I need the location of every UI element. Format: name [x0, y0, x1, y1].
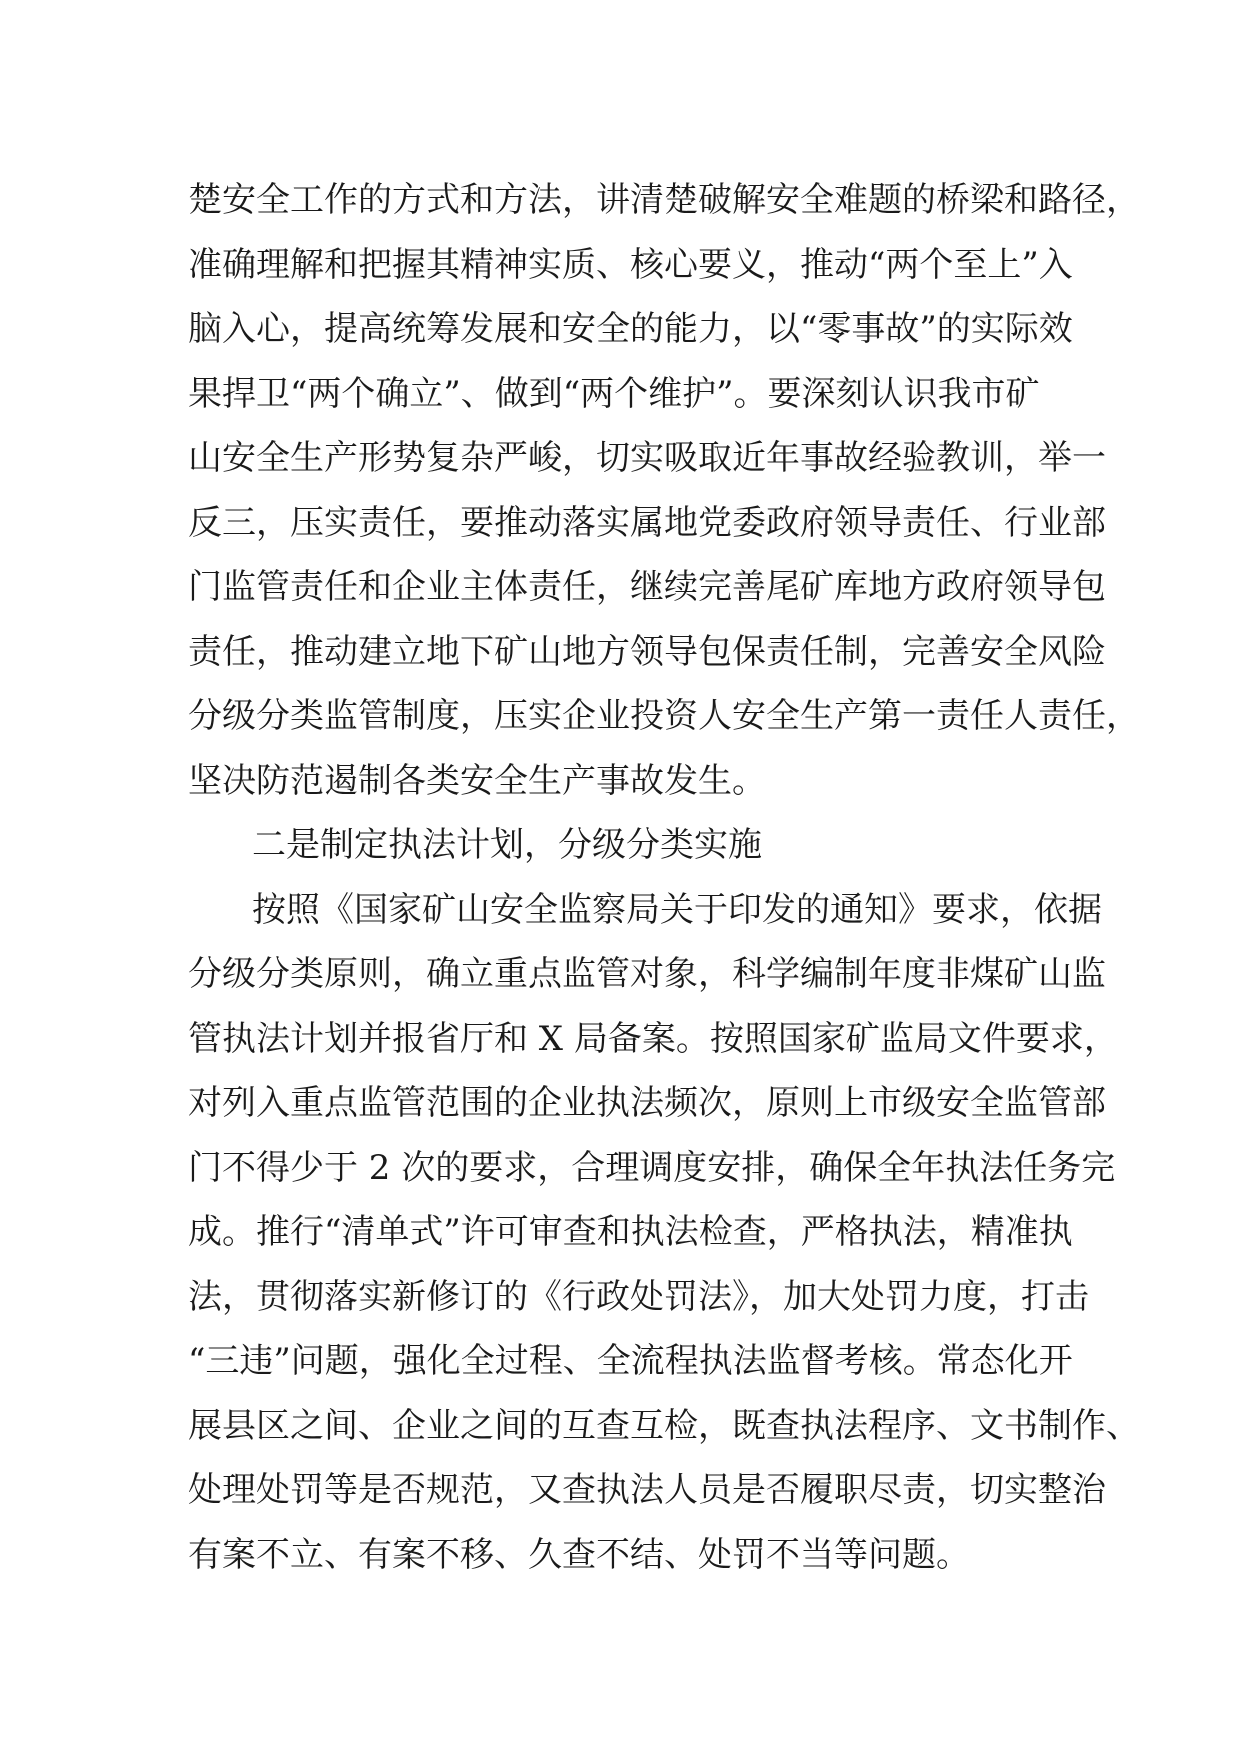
text-line: 山安全生产形势复杂严峻，切实吸取近年事故经验教训，举一 [188, 438, 1106, 478]
section-heading: 二是制定执法计划，分级分类实施 [252, 825, 762, 865]
text-line: 对列入重点监管范围的企业执法频次，原则上市级安全监管部 [188, 1083, 1106, 1123]
text-line: 准确理解和把握其精神实质、核心要义，推动“两个至上”入 [188, 244, 1073, 285]
text-line: 成。推行“清单式”许可审查和执法检查，严格执法，精准执 [188, 1212, 1073, 1252]
text-line: 坚决防范遏制各类安全生产事故发生。 [188, 760, 766, 801]
text-line: 分级分类监管制度，压实企业投资人安全生产第一责任人责任， [188, 696, 1140, 736]
text-line: 管执法计划并报省厅和 X 局备案。按照国家矿监局文件要求， [188, 1018, 1118, 1059]
text-line: 有案不立、有案不移、久查不结、处罚不当等问题。 [188, 1534, 970, 1575]
document-body [188, 168, 1140, 1587]
text-line: 展县区之间、企业之间的互查互检，既查执法程序、文书制作、 [188, 1405, 1140, 1446]
text-line: 法，贯彻落实新修订的《行政处罚法》，加大处罚力度，打击 [188, 1276, 1089, 1317]
text-line: 按照《国家矿山安全监察局关于印发的通知》要求，依据 [252, 889, 1102, 930]
text-line: 脑入心，提高统筹发展和安全的能力，以“零事故”的实际效 [188, 309, 1073, 349]
text-line: “三违”问题，强化全过程、全流程执法监督考核。常态化开 [188, 1341, 1073, 1381]
text-line: 楚安全工作的方式和方法，讲清楚破解安全难题的桥梁和路径， [188, 180, 1140, 220]
text-line: 门监管责任和企业主体责任，继续完善尾矿库地方政府领导包 [188, 567, 1106, 607]
text-line: 果捍卫“两个确立”、做到“两个维护”。要深刻认识我市矿 [188, 373, 1040, 414]
text-line: 责任，推动建立地下矿山地方领导包保责任制，完善安全风险 [188, 631, 1106, 672]
text-line: 反三，压实责任，要推动落实属地党委政府领导责任、行业部 [188, 502, 1106, 543]
text-line: 门不得少于 2 次的要求，合理调度安排，确保全年执法任务完 [188, 1147, 1116, 1188]
text-line: 分级分类原则，确立重点监管对象，科学编制年度非煤矿山监 [188, 954, 1106, 994]
text-line: 处理处罚等是否规范，又查执法人员是否履职尽责，切实整治 [188, 1470, 1106, 1510]
